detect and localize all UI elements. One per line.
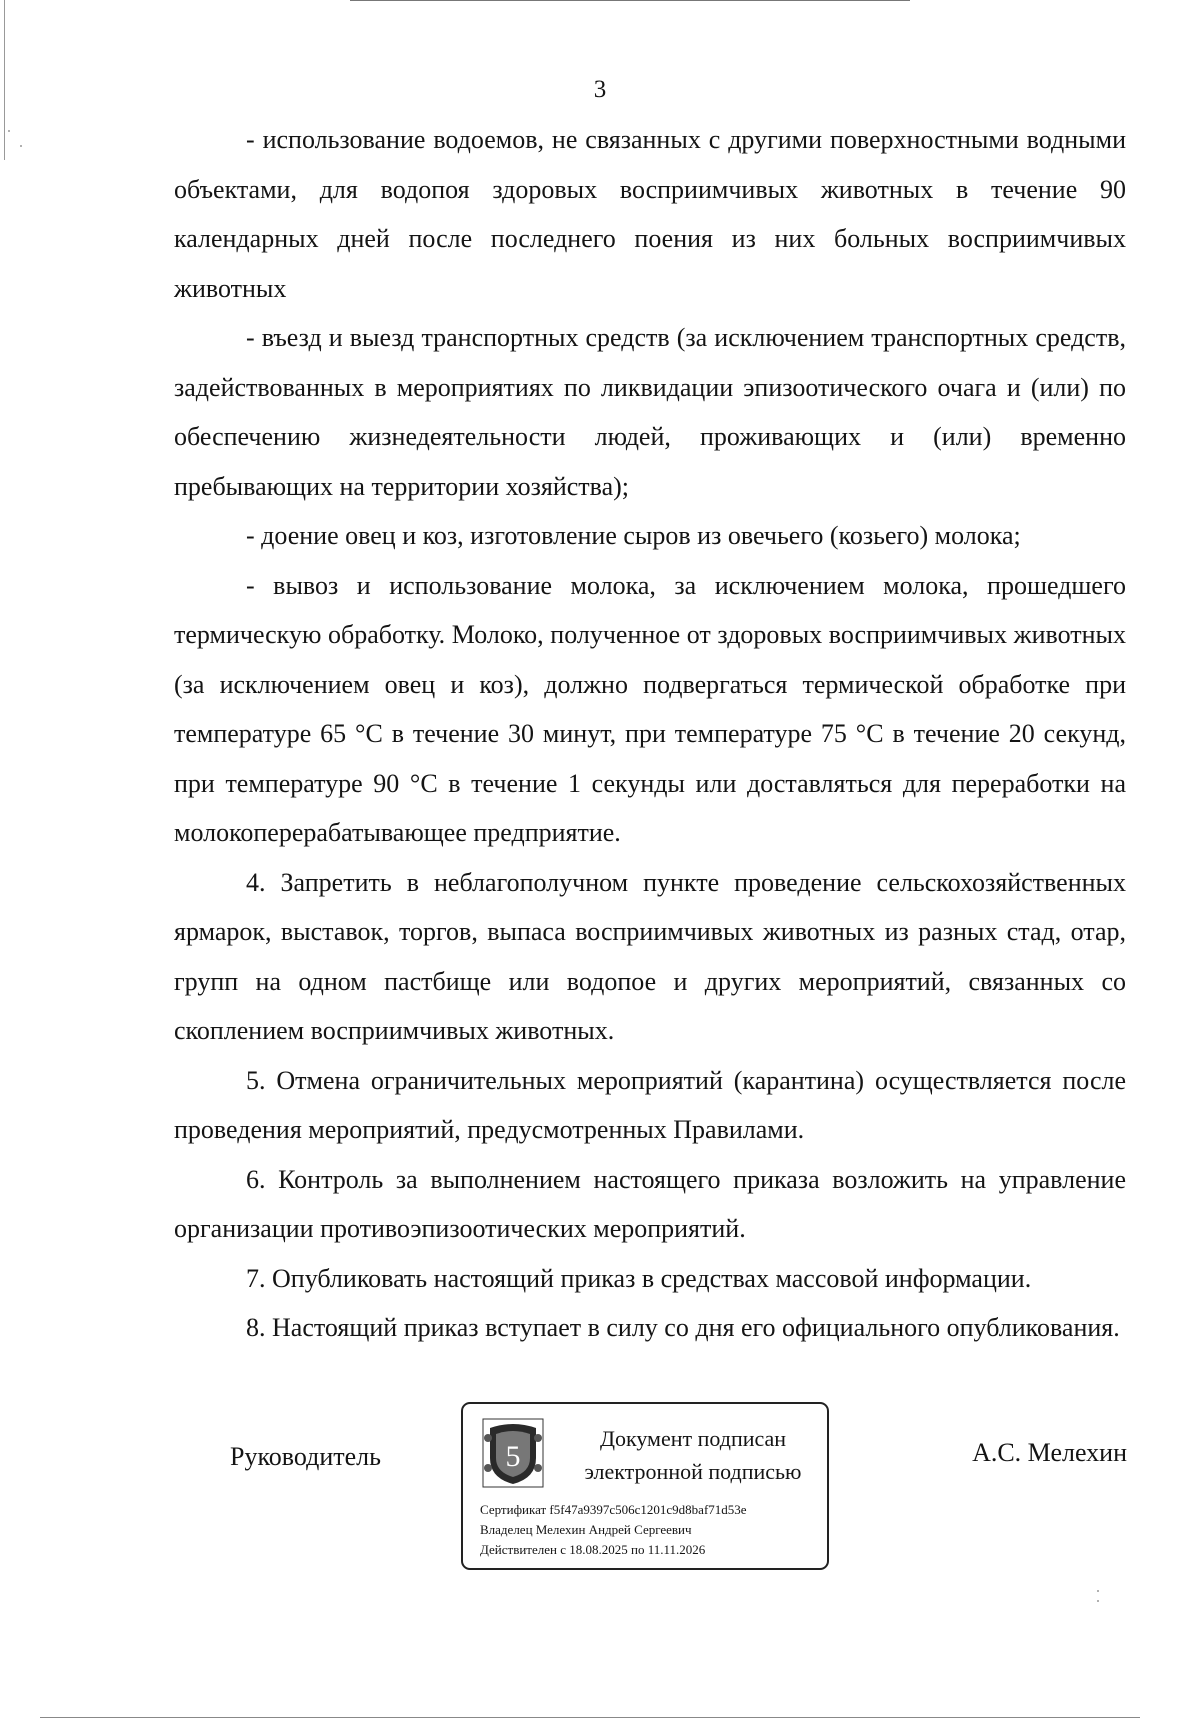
stamp-certificate: Сертификат f5f47a9397c506c1201c9d8baf71d53e: [480, 1502, 747, 1517]
paragraph-item-7: 7. Опубликовать настоящий приказ в средствах массовой информации.: [246, 1263, 1032, 1293]
signatory-name: А.С. Мелехин: [972, 1438, 1127, 1467]
paragraph-item-6: 6. Контроль за выполнением настоящего приказа возложить на управление организации противоэпизоотических мероприятий.: [174, 1164, 1126, 1243]
electronic-signature-stamp: [461, 1402, 829, 1570]
scan-edge-bottom: [40, 1717, 1140, 1718]
paragraph-water-use: - использование водоемов, не связанных с другими поверхностными водными объектами, для водопоя здоровых восприимчивых животных в течение 90 календарных дней после последнего поения из них больных восприимчивых животных: [174, 125, 1126, 303]
paragraph-item-5: 5. Отмена ограничительных мероприятий (карантина) осуществляется после проведения мероприятий, предусмотренных Правилами.: [174, 1065, 1126, 1144]
stamp-validity: Действителен с 18.08.2025 по 11.11.2026: [480, 1542, 706, 1557]
signatory-role: Руководитель: [230, 1442, 381, 1471]
paragraph-milking: - доение овец и коз, изготовление сыров из овечьего (козьего) молока;: [246, 521, 1021, 550]
scan-speck: [1097, 1600, 1099, 1602]
scan-speck: [8, 130, 10, 132]
page-number: 3: [593, 76, 607, 103]
svg-text:5: 5: [505, 1440, 521, 1473]
paragraph-milk-export: - вывоз и использование молока, за исключением молока, прошедшего термическую обработку. Молоко, полученное от здоровых восприимчивых животных (за исключением овец и коз), должно подвергаться термической обработке при температуре 65 °С в течение 30 минут, при температуре 75 °С в течение 20 секунд, при температуре 90 °С в течение 1 секунды или доставляться для переработки на молокоперерабатывающее предприятие.: [174, 570, 1126, 847]
scan-speck: [1097, 1590, 1099, 1592]
document-body: [174, 115, 1126, 1353]
coat-of-arms-icon: [482, 1418, 544, 1488]
stamp-title-line1: Документ подписан: [599, 1426, 787, 1451]
stamp-title-line2: электронной подписью: [584, 1459, 802, 1484]
scan-speck: [20, 145, 22, 147]
paragraph-vehicle-entry: - въезд и выезд транспортных средств (за исключением транспортных средств, задействованных в мероприятиях по ликвидации эпизоотического очага и (или) по обеспечению жизнедеятельности людей, проживающих и (или) временно пребывающих на территории хозяйства);: [174, 323, 1126, 501]
stamp-owner: Владелец Мелехин Андрей Сергеевич: [480, 1522, 692, 1537]
paragraph-item-4: 4. Запретить в неблагополучном пункте проведение сельскохозяйственных ярмарок, выставок, торгов, выпаса восприимчивых животных из разных стад, отар, групп на одном пастбище или водопое и других мероприятий, связанных со скоплением восприимчивых животных.: [174, 867, 1126, 1045]
stamp-title: [563, 1422, 823, 1488]
scan-edge-top: [350, 0, 910, 1]
stamp-details: [480, 1500, 747, 1560]
signature-block: [0, 1402, 1200, 1582]
paragraph-item-8: 8. Настоящий приказ вступает в силу со дня его официального опубликования.: [246, 1313, 1120, 1342]
